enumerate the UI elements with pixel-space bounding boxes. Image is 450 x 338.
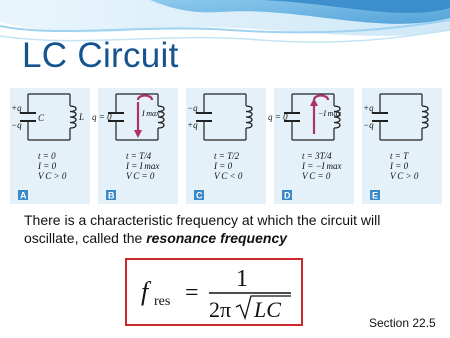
charge-label-top: +q xyxy=(363,103,374,113)
state-line: I = 0 xyxy=(214,161,233,171)
circuit-panel-c xyxy=(186,88,266,204)
charge-label: q = 0 xyxy=(268,112,288,122)
panel-background xyxy=(186,88,266,204)
formula-numerator: 1 xyxy=(236,266,248,292)
formula-denominator-prefix: 2π xyxy=(209,297,232,322)
panel-letter: B xyxy=(108,190,115,201)
slide-title: LC Circuit xyxy=(22,36,179,75)
state-line: V C > 0 xyxy=(38,171,67,181)
circuit-panels xyxy=(0,88,450,206)
state-line: V C = 0 xyxy=(302,171,331,181)
state-line: I = 0 xyxy=(38,161,57,171)
state-line: V C > 0 xyxy=(390,171,419,181)
panel-letter: A xyxy=(20,190,27,201)
state-line: I = 0 xyxy=(390,161,409,171)
formula-lhs: f xyxy=(141,277,149,306)
capacitor-label: C xyxy=(38,113,45,123)
section-label: Section 22.5 xyxy=(369,316,436,330)
charge-label-bottom: −q xyxy=(363,120,374,130)
panel-background xyxy=(10,88,90,204)
current-label: I max xyxy=(142,109,160,118)
description-emphasis: resonance frequency xyxy=(146,230,288,246)
panel-background xyxy=(362,88,442,204)
circuit-panel-a xyxy=(10,88,90,204)
lc-oscillation-diagram xyxy=(0,88,450,206)
current-label: −I max xyxy=(318,109,341,118)
charge-label-top: −q xyxy=(187,103,198,113)
formula-lhs-subscript: res xyxy=(154,294,171,309)
description xyxy=(24,211,434,247)
panel-letter: E xyxy=(372,190,379,201)
state-line: I = −I max xyxy=(302,161,342,171)
panel-letter: D xyxy=(284,190,291,201)
charge-label-top: +q xyxy=(11,103,22,113)
state-line: I = I max xyxy=(126,161,160,171)
state-line: V C = 0 xyxy=(126,171,155,181)
circuit-panel-d xyxy=(274,88,354,204)
resonance-formula-box xyxy=(125,258,303,326)
circuit-panel-e xyxy=(362,88,442,204)
state-line: t = 3T/4 xyxy=(302,151,332,161)
state-line: V C < 0 xyxy=(214,171,243,181)
state-line: t = T/2 xyxy=(214,151,240,161)
description-text: There is a characteristic frequency at which the circuit will oscillate, called the xyxy=(24,212,381,246)
charge-label: q = 0 xyxy=(92,112,112,122)
state-line: t = T xyxy=(390,151,409,161)
inductor-label: L xyxy=(79,112,85,122)
formula-radicand: LC xyxy=(254,297,281,322)
panel-letter: C xyxy=(196,190,203,201)
charge-label-bottom: +q xyxy=(187,120,198,130)
charge-label-bottom: −q xyxy=(11,120,22,130)
circuit-panel-b xyxy=(98,88,178,204)
formula-equals: = xyxy=(185,280,199,306)
resonance-formula xyxy=(127,260,301,324)
state-line: t = T/4 xyxy=(126,151,152,161)
state-line: t = 0 xyxy=(38,151,56,161)
